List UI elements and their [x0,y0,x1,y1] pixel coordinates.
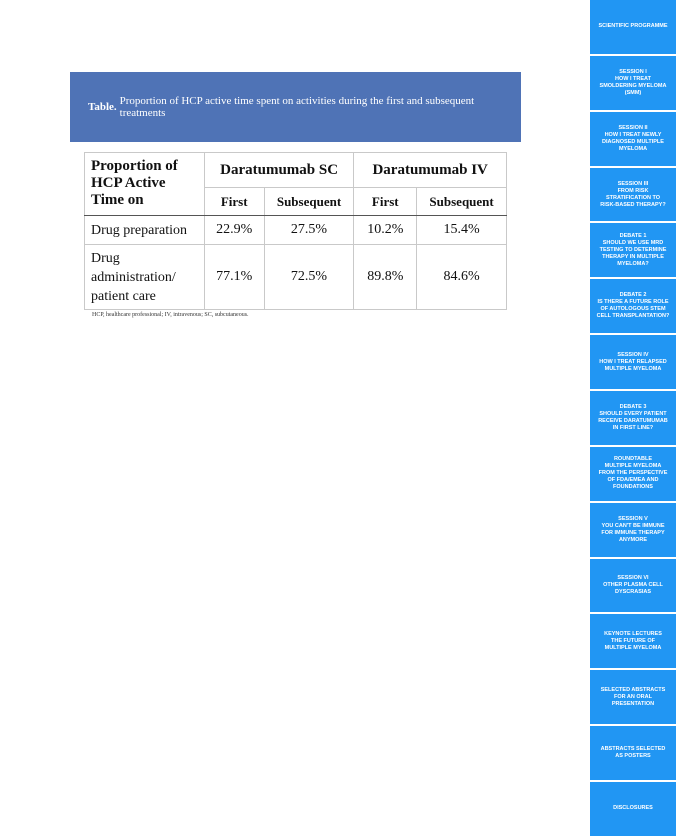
caption-text: Proportion of HCP active time spent on activities during the first and subsequent treatments [119,95,475,119]
nav-item-session-4[interactable]: SESSION IV HOW I TREAT RELAPSED MULTIPLE MYELOMA [590,335,676,389]
table-subheader: First [354,188,417,216]
table-row [85,216,507,245]
nav-item-abstracts-posters[interactable]: ABSTRACTS SELECTED AS POSTERS [590,726,676,780]
table-cell: 27.5% [264,216,354,245]
table-cell: 15.4% [417,216,507,245]
table-group-sc: Daratumumab SC [204,153,354,188]
table-header-main: Proportion of HCP Active Time on [85,153,205,216]
table-cell: 10.2% [354,216,417,245]
table-caption-bar [70,72,521,142]
table-subheader: Subsequent [264,188,354,216]
row-label: Drug administration/ patient care [85,245,205,310]
table-row [85,245,507,310]
nav-item-session-2[interactable]: SESSION II HOW I TREAT NEWLY DIAGNOSED MULTIPLE MYELOMA [590,112,676,166]
nav-item-disclosures[interactable]: DISCLOSURES [590,782,676,836]
table-cell: 22.9% [204,216,264,245]
table-footnote: HCP, healthcare professional; IV, intravenous; SC, subcutaneous. [92,312,249,318]
nav-item-session-5[interactable]: SESSION V YOU CAN'T BE IMMUNE FOR IMMUNE THERAPY ANYMORE [590,503,676,557]
nav-item-debate-1[interactable]: DEBATE 1 SHOULD WE USE MRD TESTING TO DETERMINE THERAPY IN MULTIPLE MYELOMA? [590,223,676,277]
nav-item-session-1[interactable]: SESSION I HOW I TREAT SMOLDERING MYELOMA (SMM) [590,56,676,110]
sidebar-nav [590,0,676,836]
table-cell: 84.6% [417,245,507,310]
table-subheader: Subsequent [417,188,507,216]
data-table [84,152,507,310]
caption-label: Table. [88,101,117,113]
table-group-iv: Daratumumab IV [354,153,507,188]
nav-item-roundtable[interactable]: ROUNDTABLE MULTIPLE MYELOMA FROM THE PERSPECTIVE OF FDA/EMEA AND FOUNDATIONS [590,447,676,501]
nav-item-session-6[interactable]: SESSION VI OTHER PLASMA CELL DYSCRASIAS [590,559,676,613]
row-label: Drug preparation [85,216,205,245]
nav-item-keynote-lectures[interactable]: KEYNOTE LECTURES THE FUTURE OF MULTIPLE MYELOMA [590,614,676,668]
nav-item-debate-3[interactable]: DEBATE 3 SHOULD EVERY PATIENT RECEIVE DARATUMUMAB IN FIRST LINE? [590,391,676,445]
table-subheader: First [204,188,264,216]
nav-item-selected-abstracts[interactable]: SELECTED ABSTRACTS FOR AN ORAL PRESENTATION [590,670,676,724]
table-cell: 89.8% [354,245,417,310]
table-cell: 77.1% [204,245,264,310]
nav-item-debate-2[interactable]: DEBATE 2 IS THERE A FUTURE ROLE OF AUTOLOGOUS STEM CELL TRANSPLANTATION? [590,279,676,333]
nav-item-session-3[interactable]: SESSION III FROM RISK STRATIFICATION TO RISK-BASED THERAPY? [590,168,676,222]
table-cell: 72.5% [264,245,354,310]
nav-item-scientific-programme[interactable]: SCIENTIFIC PROGRAMME [590,0,676,54]
